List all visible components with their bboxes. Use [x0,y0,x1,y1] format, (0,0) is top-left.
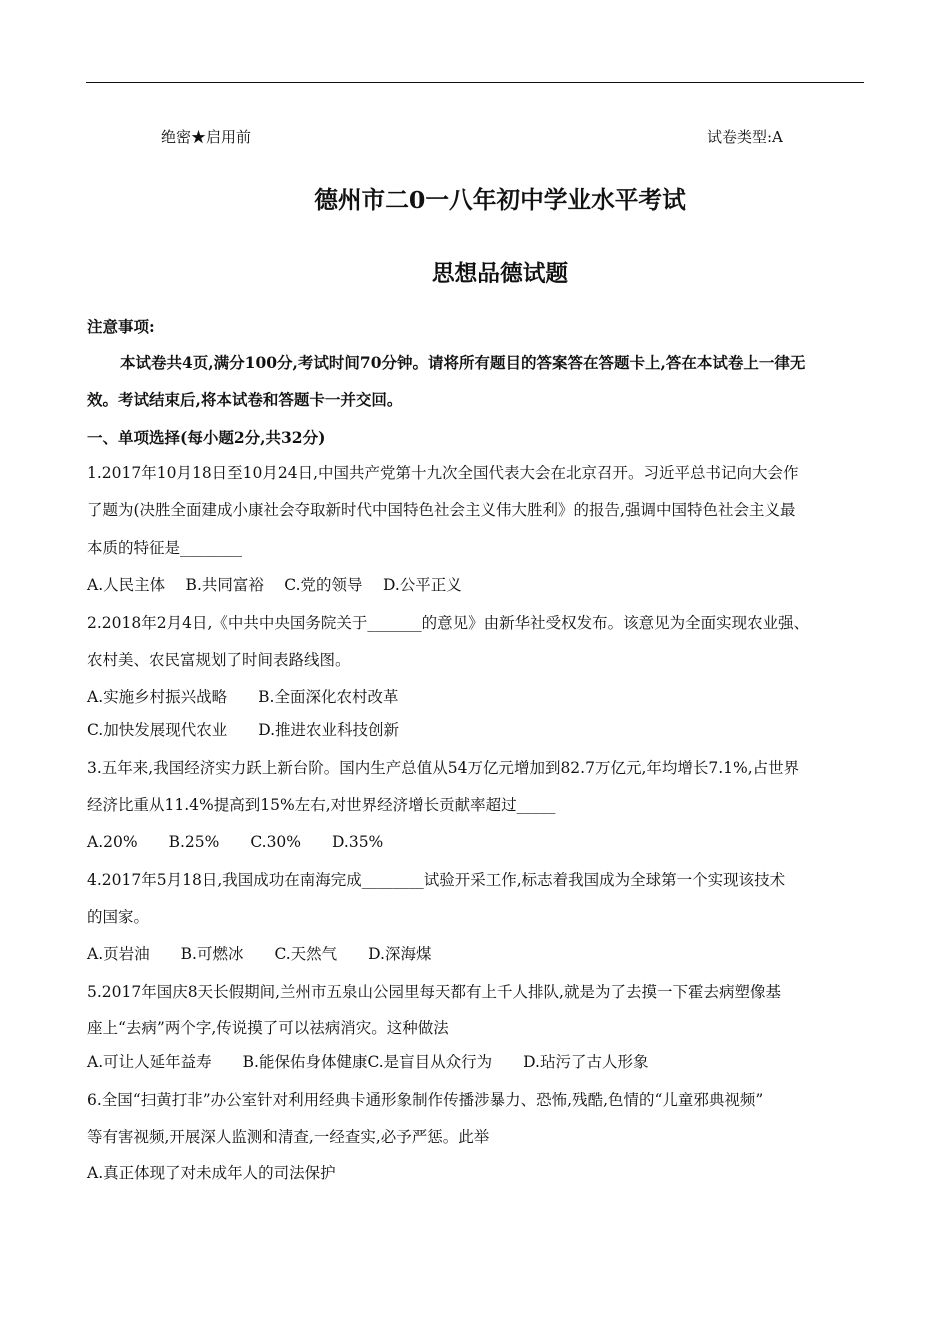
notice-line: 本试卷共4页,满分100分,考试时间70分钟。请将所有题目的答案答在答题卡上,答在本试卷上一律无 [120,353,806,372]
question-4-stem: 4.2017年5月18日,我国成功在南海完成________试验开采工作,标志着我国成为全球第一个实现该技术 [87,871,786,889]
question-2-stem: 农村美、农民富规划了时间表路线图。 [87,651,351,669]
question-6-stem: 等有害视频,开展深人监测和清查,一经查实,必予严惩。此举 [87,1128,490,1146]
question-4-options: A.页岩油 B.可燃冰 C.天然气 D.深海煤 [87,945,432,963]
question-2-options: C.加快发展现代农业 D.推进农业科技创新 [87,721,400,739]
question-3-stem: 经济比重从11.4%提高到15%左右,对世界经济增长贡献率超过_____ [87,796,556,814]
question-5-options: A.可让人延年益寿 B.能保佑身体健康C.是盲目从众行为 D.玷污了古人形象 [87,1053,649,1071]
exam-title: 德州市二0一八年初中学业水平考试 [314,186,686,214]
paper-type: 试卷类型:A [707,128,783,146]
question-5-stem: 5.2017年国庆8天长假期间,兰州市五泉山公园里每天都有上千人排队,就是为了去摸一下霍去病塑像基 [87,983,781,1001]
section-heading: 一、单项选择(每小题2分,共32分) [87,428,326,447]
question-1-stem: 1.2017年10月18日至10月24日,中国共产党第十九次全国代表大会在北京召开。习近平总书记向大会作 [87,464,799,482]
notice-line: 效。考试结束后,将本试卷和答题卡一并交回。 [87,390,403,409]
question-2-options: A.实施乡村振兴战略 B.全面深化农村改革 [87,688,399,706]
header-rule [86,82,864,83]
question-1-options: A.人民主体 B.共同富裕 C.党的领导 D.公平正义 [87,576,462,594]
question-1-stem: 本质的特征是________ [87,539,243,557]
question-6-options: A.真正体现了对未成年人的司法保护 [87,1164,336,1182]
question-3-options: A.20% B.25% C.30% D.35% [87,833,384,851]
question-3-stem: 3.五年来,我国经济实力跃上新台阶。国内生产总值从54万亿元增加到82.7万亿元,年均增长7.1%,占世界 [87,759,800,777]
question-4-stem: 的国家。 [87,908,150,926]
question-2-stem: 2.2018年2月4日,《中共中央国务院关于_______的意见》由新华社受权发布。该意见为全面实现农业强、 [87,614,810,632]
subject-title: 思想品德试题 [431,261,569,287]
question-5-stem: 座上“去病”两个字,传说摸了可以祛病消灾。这种做法 [87,1019,449,1037]
question-1-stem: 了题为(决胜全面建成小康社会夺取新时代中国特色社会主义伟大胜利》的报告,强调中国特色社会主义最 [87,501,796,519]
question-6-stem: 6.全国“扫黄打非”办公室针对利用经典卡通形象制作传播涉暴力、恐怖,残酷,色情的“儿童邪典视频” [87,1091,764,1109]
notice-heading: 注意事项: [87,317,155,336]
secret-label: 绝密★启用前 [161,128,252,146]
